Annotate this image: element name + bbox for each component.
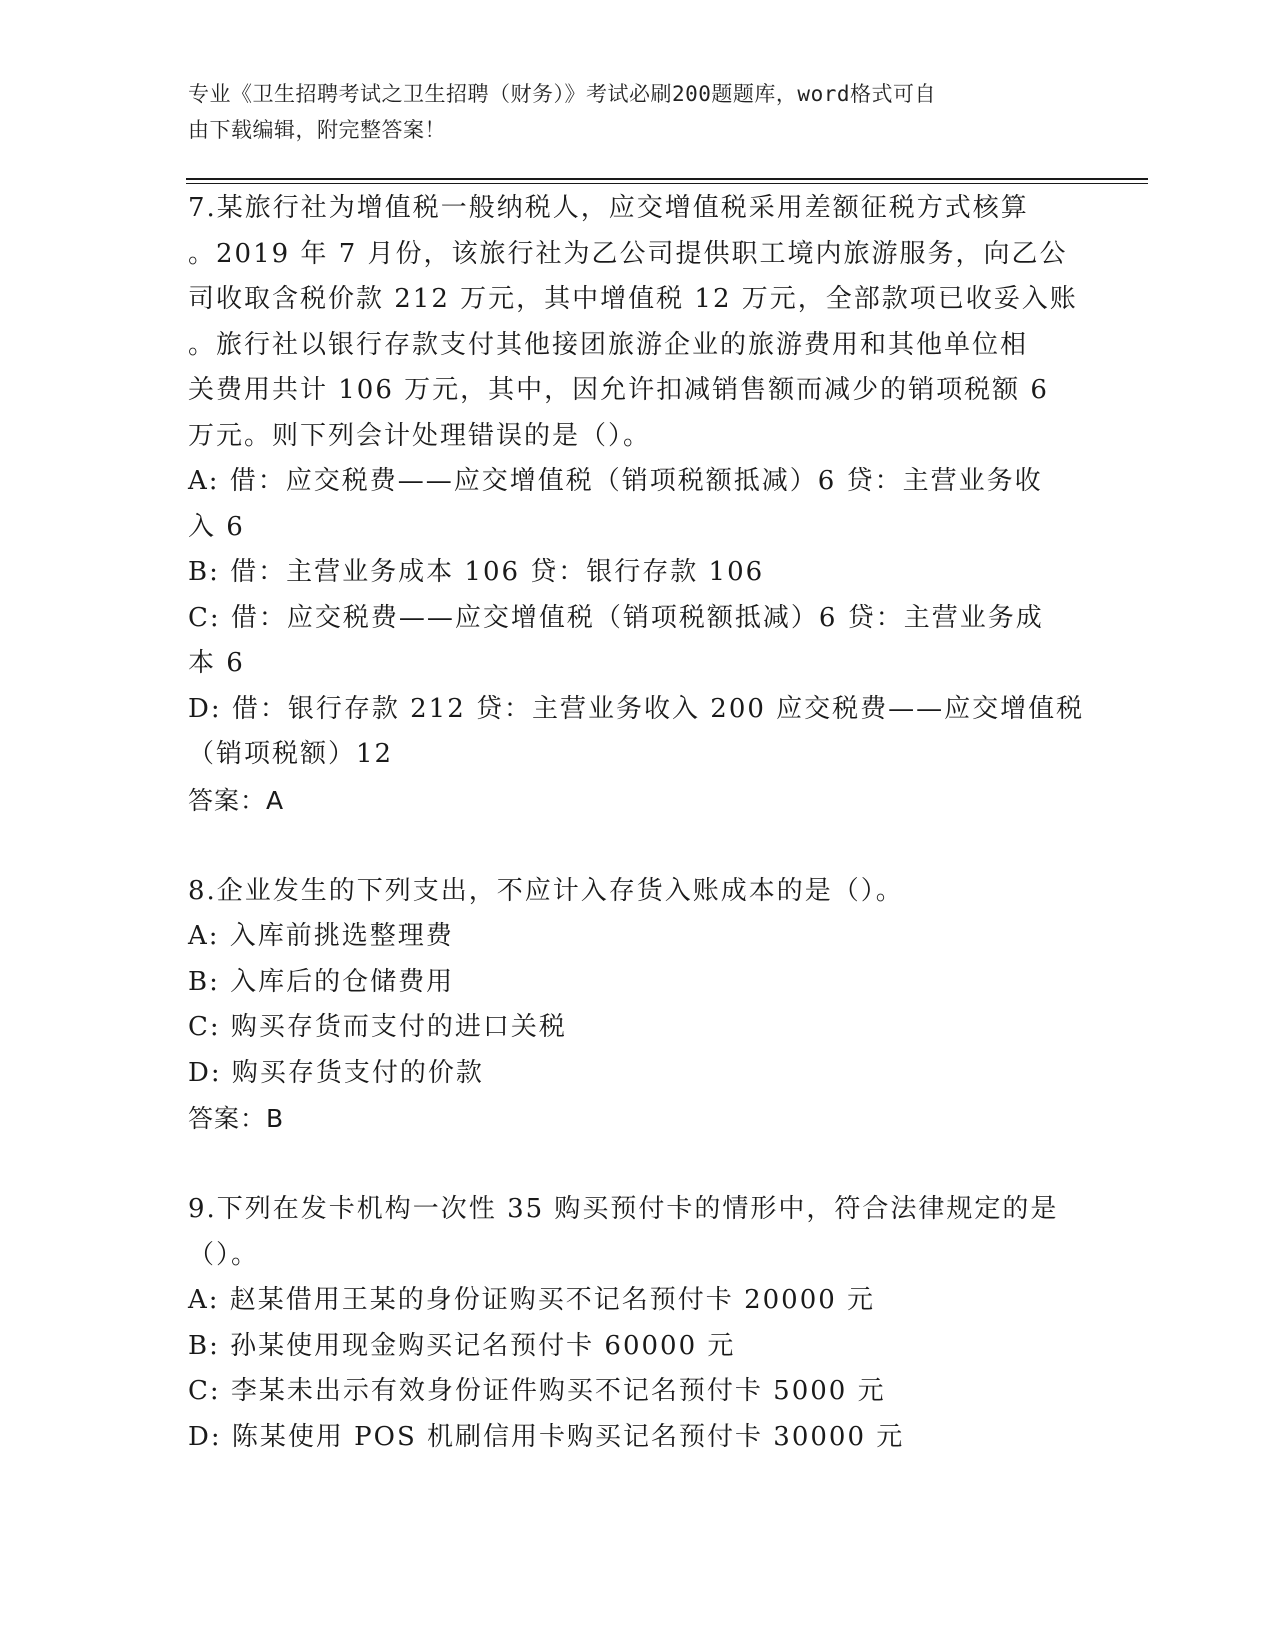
question-list [188,186,1085,1460]
question-9-option-a: A: 赵某借用王某的身份证购买不记名预付卡 20000 元 [188,1285,876,1315]
question-7-option-c: C: 借：应交税费——应交增值税（销项税额抵减）6 贷：主营业务成 [188,602,1044,633]
question-8-option-d: D: 购买存货支付的价款 [188,1057,484,1088]
question-7-text-line-1: 7.某旅行社为增值税一般纳税人，应交增值税采用差额征税方式核算 [188,193,1029,223]
question-7-text-line-2: 。2019 年 7 月份，该旅行社为乙公司提供职工境内旅游服务，向乙公 [188,238,1068,269]
question-7-option-a-cont: 入 6 [188,511,245,542]
question-7-text-line-6: 万元。则下列会计处理错误的是（）。 [188,420,652,451]
question-7-text-line-4: 。旅行社以银行存款支付其他接团旅游企业的旅游费用和其他单位相 [188,329,1029,360]
question-9-option-c: C: 李某未出示有效身份证件购买不记名预付卡 5000 元 [188,1376,886,1406]
question-9 [188,1187,1068,1460]
header-line-2: 由下载编辑，附完整答案！ [188,118,446,142]
question-7-option-b: B: 借：主营业务成本 106 贷：银行存款 106 [188,557,765,587]
question-8-text: 8.企业发生的下列支出，不应计入存货入账成本的是（）。 [188,875,904,906]
question-7 [188,186,1085,823]
question-7-answer: 答案：A [188,785,285,815]
header-rule-thin [186,183,1148,184]
question-7-option-a: A: 借：应交税费——应交增值税（销项税额抵减）6 贷：主营业务收 [188,466,1043,496]
question-7-option-d: D: 借：银行存款 212 贷：主营业务收入 200 应交税费——应交增值税 [188,693,1085,724]
spacer [188,1142,1068,1188]
question-8-option-c: C: 购买存货而支付的进口关税 [188,1012,567,1042]
question-8 [188,869,1068,1142]
header-line-1: 专业《卫生招聘考试之卫生招聘（财务）》考试必刷200题题库，word格式可自 [188,82,936,106]
question-7-text-line-3: 司收取含税价款 212 万元，其中增值税 12 万元，全部款项已收妥入账 [188,284,1078,314]
question-8-option-b: B: 入库后的仓储费用 [188,966,455,997]
question-8-answer: 答案：B [188,1104,285,1133]
question-9-text-line-1: 9.下列在发卡机构一次性 35 购买预付卡的情形中，符合法律规定的是 [188,1194,1059,1224]
question-9-text-line-2: （）。 [188,1239,260,1270]
question-7-text-line-5: 关费用共计 106 万元，其中，因允许扣减销售额而减少的销项税额 6 [188,375,1049,405]
document-header [188,76,1068,148]
spacer [188,823,1068,869]
question-7-option-d-cont: （销项税额）12 [188,739,394,769]
question-9-option-b: B: 孙某使用现金购买记名预付卡 60000 元 [188,1330,736,1361]
question-7-option-c-cont: 本 6 [188,648,245,678]
header-rule-thick [186,178,1148,180]
question-9-option-d: D: 陈某使用 POS 机刷信用卡购买记名预付卡 30000 元 [188,1421,905,1452]
question-8-option-a: A: 入库前挑选整理费 [188,921,454,951]
